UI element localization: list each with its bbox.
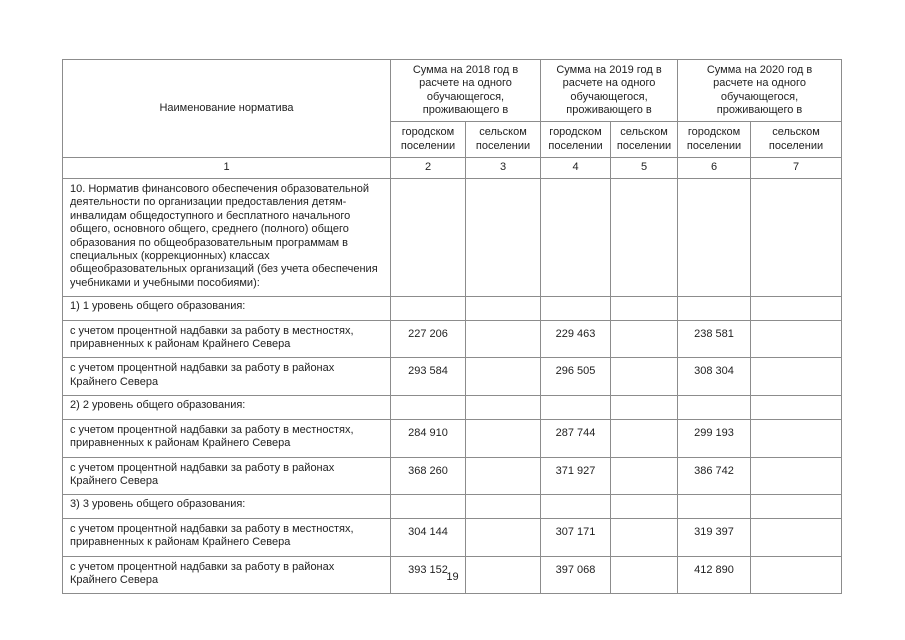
value-cell bbox=[751, 297, 842, 320]
column-number-4: 4 bbox=[541, 158, 611, 179]
value-cell bbox=[751, 419, 842, 457]
header-year-2019: Сумма на 2019 год в расчете на одного обучающегося, проживающего в bbox=[541, 60, 678, 122]
value-cell bbox=[466, 320, 541, 358]
value-cell: 284 910 bbox=[391, 419, 466, 457]
value-cell bbox=[466, 396, 541, 419]
value-cell bbox=[466, 358, 541, 396]
norm-name-cell: с учетом процентной надбавки за работу в районах Крайнего Севера bbox=[63, 556, 391, 594]
value-cell bbox=[678, 396, 751, 419]
value-cell bbox=[466, 518, 541, 556]
table-body bbox=[63, 179, 842, 594]
value-cell bbox=[751, 179, 842, 297]
table-header bbox=[63, 60, 842, 179]
column-number-5: 5 bbox=[611, 158, 678, 179]
value-cell bbox=[541, 297, 611, 320]
value-cell: 371 927 bbox=[541, 457, 611, 495]
value-cell: 308 304 bbox=[678, 358, 751, 396]
value-cell: 227 206 bbox=[391, 320, 466, 358]
value-cell: 319 397 bbox=[678, 518, 751, 556]
header-urban-settlement-2019: городском поселении bbox=[541, 122, 611, 158]
value-cell: 229 463 bbox=[541, 320, 611, 358]
column-number-1: 1 bbox=[63, 158, 391, 179]
value-cell bbox=[391, 396, 466, 419]
value-cell bbox=[391, 495, 466, 518]
header-urban-settlement-2020: городском поселении bbox=[678, 122, 751, 158]
value-cell bbox=[751, 495, 842, 518]
value-cell bbox=[611, 179, 678, 297]
value-cell bbox=[391, 297, 466, 320]
norm-name-cell: 1) 1 уровень общего образования: bbox=[63, 297, 391, 320]
table-row bbox=[63, 419, 842, 457]
column-number-6: 6 bbox=[678, 158, 751, 179]
value-cell bbox=[751, 320, 842, 358]
table-row bbox=[63, 358, 842, 396]
norm-name-cell: с учетом процентной надбавки за работу в районах Крайнего Севера bbox=[63, 457, 391, 495]
norm-name-cell: с учетом процентной надбавки за работу в местностях, приравненных к районам Крайнего Севера bbox=[63, 518, 391, 556]
value-cell: 299 193 bbox=[678, 419, 751, 457]
header-rural-settlement-2018: сельском поселении bbox=[466, 122, 541, 158]
value-cell bbox=[751, 518, 842, 556]
value-cell bbox=[751, 396, 842, 419]
table-row bbox=[63, 495, 842, 518]
header-name-column: Наименование норматива bbox=[63, 60, 391, 158]
header-row-column-numbers bbox=[63, 158, 842, 179]
value-cell bbox=[678, 495, 751, 518]
header-row-years bbox=[63, 60, 842, 122]
column-number-2: 2 bbox=[391, 158, 466, 179]
norm-name-cell: 3) 3 уровень общего образования: bbox=[63, 495, 391, 518]
normatives-table bbox=[62, 59, 842, 594]
table-row bbox=[63, 179, 842, 297]
value-cell bbox=[466, 419, 541, 457]
norm-name-cell: с учетом процентной надбавки за работу в местностях, приравненных к районам Крайнего Севера bbox=[63, 419, 391, 457]
header-rural-settlement-2019: сельском поселении bbox=[611, 122, 678, 158]
norm-name-cell: 10. Норматив финансового обеспечения образовательной деятельности по организации предоставления детям-инвалидам общедоступного и бесплатного начального общего, основного общего, среднего (полного) общего образования по общеобразовательным программам в специальных (коррекционных) классах общеобразовательных организаций (без учета обеспечения учебниками и учебными пособиями): bbox=[63, 179, 391, 297]
value-cell: 238 581 bbox=[678, 320, 751, 358]
header-urban-settlement-2018: городском поселении bbox=[391, 122, 466, 158]
value-cell: 293 584 bbox=[391, 358, 466, 396]
value-cell bbox=[391, 179, 466, 297]
value-cell bbox=[611, 396, 678, 419]
header-rural-settlement-2020: сельском поселении bbox=[751, 122, 842, 158]
header-year-2020: Сумма на 2020 год в расчете на одного обучающегося, проживающего в bbox=[678, 60, 842, 122]
value-cell: 307 171 bbox=[541, 518, 611, 556]
value-cell bbox=[611, 419, 678, 457]
value-cell: 368 260 bbox=[391, 457, 466, 495]
value-cell bbox=[466, 297, 541, 320]
value-cell: 412 890 bbox=[678, 556, 751, 594]
value-cell bbox=[611, 320, 678, 358]
value-cell bbox=[541, 179, 611, 297]
norm-name-cell: 2) 2 уровень общего образования: bbox=[63, 396, 391, 419]
norm-name-cell: с учетом процентной надбавки за работу в районах Крайнего Севера bbox=[63, 358, 391, 396]
header-year-2018: Сумма на 2018 год в расчете на одного обучающегося, проживающего в bbox=[391, 60, 541, 122]
value-cell: 386 742 bbox=[678, 457, 751, 495]
value-cell bbox=[751, 457, 842, 495]
page-number: 19 bbox=[446, 571, 459, 583]
value-cell bbox=[611, 358, 678, 396]
value-cell: 304 144 bbox=[391, 518, 466, 556]
table-row bbox=[63, 396, 842, 419]
value-cell bbox=[678, 179, 751, 297]
value-cell bbox=[466, 457, 541, 495]
table-row bbox=[63, 320, 842, 358]
norm-name-cell: с учетом процентной надбавки за работу в местностях, приравненных к районам Крайнего Севера bbox=[63, 320, 391, 358]
value-cell bbox=[678, 297, 751, 320]
value-cell bbox=[611, 457, 678, 495]
column-number-7: 7 bbox=[751, 158, 842, 179]
value-cell bbox=[541, 396, 611, 419]
value-cell bbox=[611, 297, 678, 320]
value-cell bbox=[751, 358, 842, 396]
value-cell: 397 068 bbox=[541, 556, 611, 594]
column-number-3: 3 bbox=[466, 158, 541, 179]
value-cell bbox=[466, 179, 541, 297]
value-cell: 393 152 bbox=[391, 556, 466, 594]
value-cell: 287 744 bbox=[541, 419, 611, 457]
value-cell bbox=[611, 495, 678, 518]
table-row bbox=[63, 297, 842, 320]
table-row bbox=[63, 518, 842, 556]
value-cell bbox=[541, 495, 611, 518]
table-row bbox=[63, 457, 842, 495]
value-cell bbox=[466, 495, 541, 518]
value-cell: 296 505 bbox=[541, 358, 611, 396]
value-cell bbox=[611, 518, 678, 556]
